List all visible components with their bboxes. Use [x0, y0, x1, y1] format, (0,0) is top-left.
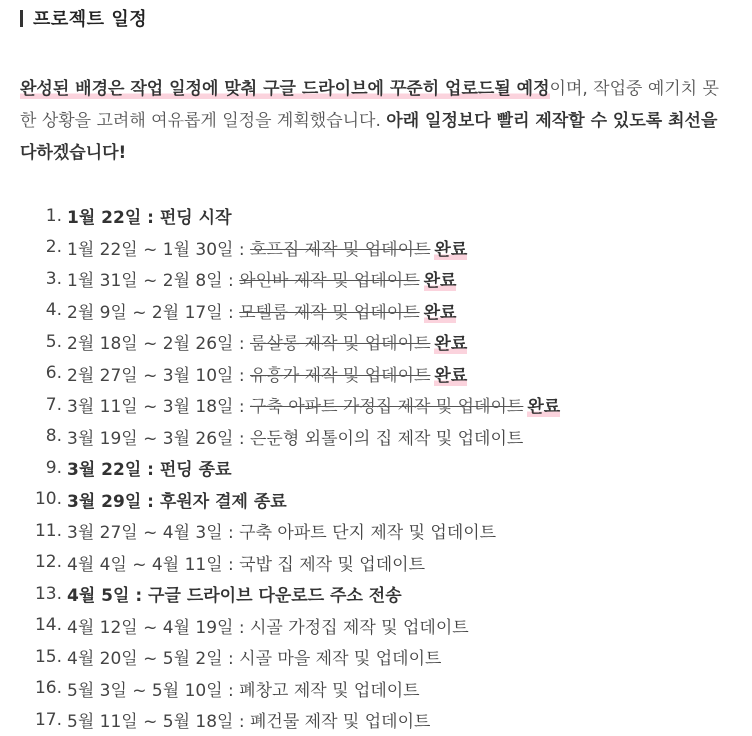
schedule-item [0, 452, 720, 484]
schedule-item-body [67, 392, 560, 417]
schedule-item-task-completed: 룸살롱 제작 및 업데이트 [249, 334, 431, 355]
schedule-item-body [67, 644, 441, 669]
schedule-item-number: 10. [34, 489, 62, 510]
schedule-item-text: 4월 12일 ~ 4월 19일 : 시골 가정집 제작 및 업데이트 [67, 617, 469, 638]
schedule-item-number: 3. [45, 268, 62, 289]
intro-emphasis: 아래 일정보다 빨리 제작할 수 있도록 최선을 다하겠습니다! [20, 111, 718, 163]
heading-bar [20, 10, 23, 27]
schedule-item-text: 3월 22일 : 펀딩 종료 [67, 460, 232, 481]
section-title: 프로젝트 일정 [33, 9, 148, 30]
schedule-item-body [67, 581, 402, 606]
schedule-item-number: 12. [34, 552, 62, 573]
schedule-item-body [67, 235, 467, 260]
schedule-item-task-completed: 구축 아파트 가정집 제작 및 업데이트 [249, 397, 524, 418]
schedule-item [0, 515, 720, 547]
done-badge: 완료 [434, 365, 468, 386]
schedule-item-text: 3월 19일 ~ 3월 26일 : 은둔형 외톨이의 집 제작 및 업데이트 [67, 428, 524, 449]
schedule-item-number: 13. [34, 583, 62, 604]
intro-text: 이며, 작업중 예기치 못한 상황을 고려해 여유롭게 일정을 계획했습니다. [20, 79, 719, 131]
schedule-item [0, 547, 720, 579]
schedule-item-task-completed: 와인바 제작 및 업데이트 [239, 271, 420, 292]
schedule-item [0, 389, 720, 421]
schedule-list [0, 200, 720, 736]
schedule-item-body [67, 361, 467, 386]
done-badge: 완료 [423, 271, 457, 292]
schedule-item [0, 641, 720, 673]
schedule-item-text: 4월 5일 : 구글 드라이브 다운로드 주소 전송 [67, 586, 402, 607]
schedule-item-number: 1. [45, 205, 62, 226]
section-heading [20, 4, 147, 32]
schedule-item [0, 484, 720, 516]
schedule-item-body [67, 613, 469, 638]
schedule-item-body [67, 203, 232, 228]
schedule-item [0, 578, 720, 610]
schedule-item-body [67, 487, 287, 512]
schedule-item-number: 16. [34, 678, 62, 699]
schedule-item-text: 4월 4일 ~ 4월 11일 : 국밥 집 제작 및 업데이트 [67, 554, 425, 575]
schedule-item-date: 2월 18일 ~ 2월 26일 : [67, 334, 250, 355]
schedule-item-body [67, 424, 523, 449]
done-badge: 완료 [527, 397, 561, 418]
schedule-item-number: 11. [34, 520, 62, 541]
schedule-item [0, 295, 720, 327]
schedule-item [0, 232, 720, 264]
schedule-item-date: 1월 31일 ~ 2월 8일 : [67, 271, 240, 292]
schedule-item [0, 421, 720, 453]
schedule-item-date: 3월 11일 ~ 3월 18일 : [67, 397, 250, 418]
schedule-item-date: 2월 9일 ~ 2월 17일 : [67, 302, 240, 323]
schedule-item-number: 5. [45, 331, 62, 352]
schedule-item-text: 3월 29일 : 후원자 결제 종료 [67, 491, 287, 512]
schedule-item-number: 17. [34, 709, 62, 730]
schedule-item-task-completed: 호프집 제작 및 업데이트 [249, 239, 431, 260]
done-badge: 완료 [423, 302, 457, 323]
schedule-item-number: 14. [34, 615, 62, 636]
schedule-item-task-completed: 유흥가 제작 및 업데이트 [249, 365, 431, 386]
schedule-item-body [67, 676, 420, 701]
schedule-item-number: 4. [45, 300, 62, 321]
schedule-item [0, 673, 720, 705]
schedule-item-body [67, 455, 232, 480]
schedule-item-text: 4월 20일 ~ 5월 2일 : 시골 마을 제작 및 업데이트 [67, 649, 442, 670]
schedule-item [0, 326, 720, 358]
schedule-item-date: 1월 22일 ~ 1월 30일 : [67, 239, 250, 260]
intro-highlight: 완성된 배경은 작업 일정에 맞춰 구글 드라이브에 꾸준히 업로드될 예정 [20, 79, 550, 99]
schedule-item [0, 610, 720, 642]
schedule-item-text: 5월 3일 ~ 5월 10일 : 폐창고 제작 및 업데이트 [67, 680, 420, 701]
schedule-item-body [67, 550, 425, 575]
schedule-item-number: 15. [34, 646, 62, 667]
done-badge: 완료 [434, 334, 468, 355]
schedule-item-number: 9. [45, 457, 62, 478]
schedule-item-number: 6. [45, 363, 62, 384]
schedule-item-number: 7. [45, 394, 62, 415]
schedule-item-number: 2. [45, 237, 62, 258]
done-badge: 완료 [434, 239, 468, 260]
schedule-item [0, 358, 720, 390]
schedule-item-body [67, 266, 456, 291]
schedule-item [0, 704, 720, 736]
schedule-item-text: 3월 27일 ~ 4월 3일 : 구축 아파트 단지 제작 및 업데이트 [67, 523, 497, 544]
schedule-item-date: 2월 27일 ~ 3월 10일 : [67, 365, 250, 386]
schedule-item-body [67, 707, 430, 732]
schedule-item-body [67, 518, 496, 543]
schedule-item [0, 200, 720, 232]
schedule-item-body [67, 329, 467, 354]
schedule-item-task-completed: 모텔룸 제작 및 업데이트 [239, 302, 420, 323]
schedule-item-text: 1월 22일 : 펀딩 시작 [67, 208, 232, 229]
schedule-item-body [67, 298, 456, 323]
schedule-item-number: 8. [45, 426, 62, 447]
schedule-item [0, 263, 720, 295]
intro-paragraph [20, 73, 732, 169]
schedule-item-text: 5월 11일 ~ 5월 18일 : 폐건물 제작 및 업데이트 [67, 712, 431, 733]
